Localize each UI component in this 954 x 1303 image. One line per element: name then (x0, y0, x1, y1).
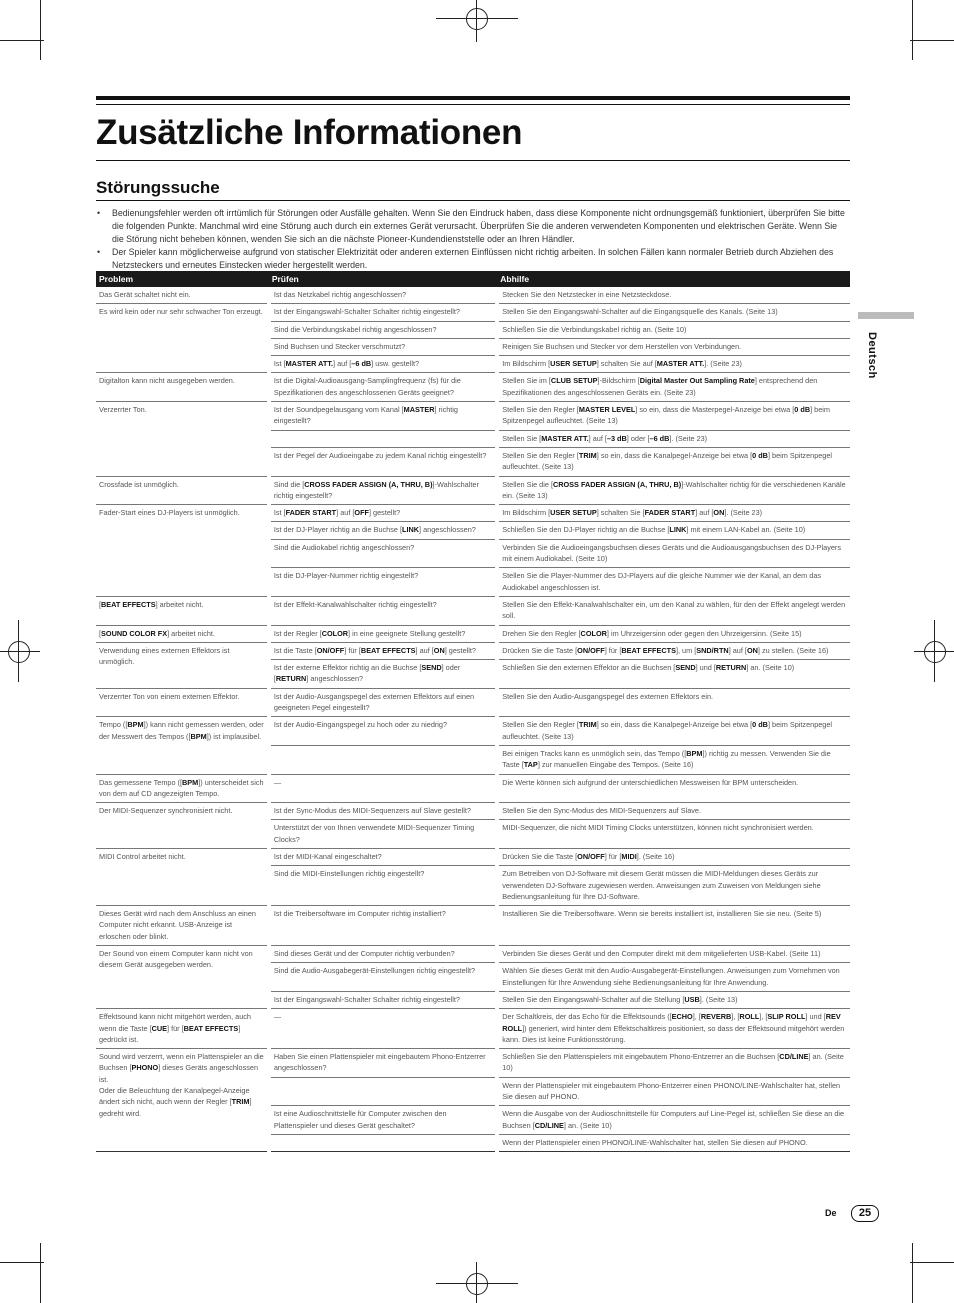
check-cell: Ist die DJ-Player-Nummer richtig eingestellt? (269, 568, 497, 597)
check-cell: Ist der Eingangswahl-Schalter Schalter richtig eingestellt? (269, 991, 497, 1008)
registration-line (436, 1283, 518, 1284)
registration-line (436, 18, 518, 19)
remedy-cell: Stellen Sie die [CROSS FADER ASSIGN (A, THRU, B)]-Wahlschalter richtig für die verschiedenen Kanäle ein. (Seite 13) (497, 476, 850, 505)
troubleshooting-table (96, 271, 850, 1152)
intro-text: Bedienungsfehler werden oft irrtümlich für Störungen oder Ausfälle gehalten. Wenn Sie den Eindruck haben, dass diese Komponente nicht ordnungsgemäß funktioniert, überprüfen Sie bitte die folgenden Punkte. Manchmal wird eine Störung auch durch ein externes Gerät verursacht. Überprüfen Sie die anderen verwendeten Komponenten und elektrischen Geräte. Wenn Sie die Störung nicht beheben können, wenden Sie sich an die nächste Pioneer-Kundendienststelle oder an Ihren Händler. (112, 208, 845, 244)
problem-cell: Das Gerät schaltet nicht ein. (96, 287, 269, 304)
check-cell: Ist der Effekt-Kanalwahlschalter richtig eingestellt? (269, 596, 497, 625)
check-cell: Ist der Audio-Ausgangspegel des externen Effektors auf einen geeigneten Pegel eingestellt? (269, 688, 497, 717)
table-row (96, 1009, 850, 1049)
remedy-cell: Drücken Sie die Taste [ON/OFF] für [BEAT EFFECTS], um [SND/RTN] auf [ON] zu stellen. (Seite 16) (497, 642, 850, 659)
table-row (96, 1049, 850, 1078)
check-cell: Sind die [CROSS FADER ASSIGN (A, THRU, B)]-Wahlschalter richtig eingestellt? (269, 476, 497, 505)
side-tab-marker (858, 312, 914, 319)
table-header-row (96, 271, 850, 287)
registration-line (934, 620, 935, 682)
crop-mark (912, 1243, 913, 1303)
check-cell: Ist die Taste [ON/OFF] für [BEAT EFFECTS] auf [ON] gestellt? (269, 642, 497, 659)
remedy-cell: Stellen Sie den Audio-Ausgangspegel des externen Effektors ein. (497, 688, 850, 717)
check-cell: Ist der MIDI-Kanal eingeschaltet? (269, 848, 497, 865)
header-remedy: Abhilfe (497, 271, 850, 287)
remedy-cell: Wählen Sie dieses Gerät mit den Audio-Ausgabegerät-Einstellungen. Anweisungen zum Vornehmen von Einstellungen für Ihre Anwendung siehe Bedienungsanleitung für Ihre Anwendung. (497, 963, 850, 992)
table-row (96, 402, 850, 431)
problem-cell: Verwendung eines externen Effektors ist unmöglich. (96, 642, 269, 688)
check-cell: Ist [MASTER ATT.] auf [–6 dB] usw. gestellt? (269, 356, 497, 373)
remedy-cell: Schließen Sie den externen Effektor an die Buchsen [SEND] und [RETURN] an. (Seite 10) (497, 660, 850, 689)
check-cell: Sind die Audio-Ausgabegerät-Einstellungen richtig eingestellt? (269, 963, 497, 992)
registration-line (476, 0, 477, 42)
remedy-cell: Drehen Sie den Regler [COLOR] im Uhrzeigersinn oder gegen den Uhrzeigersinn. (Seite 15) (497, 625, 850, 642)
check-cell: Unterstützt der von Ihnen verwendete MIDI-Sequenzer Timing Clocks? (269, 820, 497, 849)
remedy-cell: Stellen Sie den Regler [TRIM] so ein, dass die Kanalpegel-Anzeige bei etwa [0 dB] beim Spitzenpegel aufleuchtet. (Seite 13) (497, 447, 850, 476)
remedy-cell: Wenn der Plattenspieler einen PHONO/LINE-Wahlschalter hat, stellen Sie diesen auf PHONO. (497, 1134, 850, 1151)
remedy-cell: MIDI-Sequenzer, die nicht MIDI Timing Clocks unterstützen, können nicht synchronisiert werden. (497, 820, 850, 849)
intro-list (96, 207, 848, 272)
remedy-cell: Im Bildschirm [USER SETUP] schalten Sie auf [MASTER ATT.]. (Seite 23) (497, 356, 850, 373)
problem-cell: Effektsound kann nicht mitgehört werden, auch wenn die Taste [CUE] für [BEAT EFFECTS] gedrückt ist. (96, 1009, 269, 1049)
remedy-cell: Stellen Sie den Eingangswahl-Schalter auf die Stellung [USB]. (Seite 13) (497, 991, 850, 1008)
crop-mark (0, 1262, 44, 1263)
check-cell: Sind die Audiokabel richtig angeschlossen? (269, 539, 497, 568)
registration-mark (8, 641, 30, 663)
section-rule (96, 200, 850, 201)
remedy-cell: Schließen Sie den Plattenspielers mit eingebautem Phono-Entzerrer an die Buchsen [CD/LINE] an. (Seite 10) (497, 1049, 850, 1078)
check-cell: Ist die Digital-Audioausgang-Samplingfrequenz (fs) für die Spezifikationen des angeschlossenen Geräts geeignet? (269, 373, 497, 402)
check-cell: Sind dieses Gerät und der Computer richtig verbunden? (269, 946, 497, 963)
table-row (96, 373, 850, 402)
intro-bullet (96, 246, 848, 272)
check-cell: Ist der Audio-Eingangspegel zu hoch oder zu niedrig? (269, 717, 497, 746)
remedy-cell: Stellen Sie den Eingangswahl-Schalter auf die Eingangsquelle des Kanals. (Seite 13) (497, 304, 850, 321)
table-row (96, 688, 850, 717)
table-row (96, 304, 850, 321)
table-row (96, 946, 850, 963)
table-row (96, 476, 850, 505)
footer-language: De (825, 1208, 837, 1218)
remedy-cell: Drücken Sie die Taste [ON/OFF] für [MIDI]. (Seite 16) (497, 848, 850, 865)
remedy-cell: Installieren Sie die Treibersoftware. Wenn sie bereits installiert ist, installieren Sie sie neu. (Seite 5) (497, 906, 850, 946)
remedy-cell: Stellen Sie den Regler [TRIM] so ein, dass die Kanalpegel-Anzeige bei etwa [0 dB] beim Spitzenpegel aufleuchtet. (Seite 13) (497, 717, 850, 746)
problem-cell: Es wird kein oder nur sehr schwacher Ton erzeugt. (96, 304, 269, 373)
crop-mark (910, 1262, 954, 1263)
problem-cell: Verzerrter Ton von einem externen Effektor. (96, 688, 269, 717)
check-cell: Ist die Treibersoftware im Computer richtig installiert? (269, 906, 497, 946)
problem-cell: Crossfade ist unmöglich. (96, 476, 269, 505)
check-cell: Ist der externe Effektor richtig an die Buchse [SEND] oder [RETURN] angeschlossen? (269, 660, 497, 689)
table-row (96, 505, 850, 522)
check-cell: Ist der Sync-Modus des MIDI-Sequenzers auf Slave gestellt? (269, 803, 497, 820)
section-title: Störungssuche (96, 178, 220, 197)
check-cell (269, 1077, 497, 1106)
problem-cell: Digitalton kann nicht ausgegeben werden. (96, 373, 269, 402)
registration-line (18, 620, 19, 682)
crop-mark (910, 40, 954, 41)
problem-cell: [SOUND COLOR FX] arbeitet nicht. (96, 625, 269, 642)
page-title: Zusätzliche Informationen (96, 113, 523, 152)
remedy-cell: Stellen Sie den Sync-Modus des MIDI-Sequenzers auf Slave. (497, 803, 850, 820)
crop-mark (40, 1243, 41, 1303)
remedy-cell: Schließen Sie die Verbindungskabel richtig an. (Seite 10) (497, 321, 850, 338)
registration-mark (924, 641, 946, 663)
remedy-cell: Stecken Sie den Netzstecker in eine Netzsteckdose. (497, 287, 850, 304)
table-row (96, 717, 850, 746)
check-cell (269, 1134, 497, 1151)
check-cell: Ist der Regler [COLOR] in eine geeignete Stellung gestellt? (269, 625, 497, 642)
remedy-cell: Verbinden Sie die Audioeingangsbuchsen dieses Geräts und die Audioausgangsbuchsen des DJ-Players mit einem Audiokabel. (Seite 10) (497, 539, 850, 568)
problem-cell: Sound wird verzerrt, wenn ein Plattenspieler an die Buchsen [PHONO] dieses Geräts angeschlossen ist. Oder die Beleuchtung der Kanalpegel-Anzeige ändert sich nicht, auch wenn der Regler [TRIM] gedreht wird. (96, 1049, 269, 1152)
remedy-cell: Stellen Sie [MASTER ATT.] auf [–3 dB] oder [–6 dB]. (Seite 23) (497, 430, 850, 447)
header-problem: Problem (96, 271, 269, 287)
remedy-cell: Verbinden Sie dieses Gerät und den Computer direkt mit dem mitgelieferten USB-Kabel. (Seite 11) (497, 946, 850, 963)
problem-cell: Verzerrter Ton. (96, 402, 269, 476)
remedy-cell: Die Werte können sich aufgrund der unterschiedlichen Messweisen für BPM unterscheiden. (497, 774, 850, 803)
check-cell: Sind Buchsen und Stecker verschmutzt? (269, 338, 497, 355)
problem-cell: Fader-Start eines DJ-Players ist unmöglich. (96, 505, 269, 597)
check-cell: Ist der Pegel der Audioeingabe zu jedem Kanal richtig eingestellt? (269, 447, 497, 476)
table-row (96, 803, 850, 820)
table-row (96, 906, 850, 946)
intro-text: Der Spieler kann möglicherweise aufgrund von statischer Elektrizität oder anderen externen Einflüssen nicht richtig arbeiten. In solchen Fällen kann normaler Betrieb durch Abziehen des Netzsteckers und erneutes Einstecken wieder hergestellt werden. (112, 247, 834, 270)
table-row (96, 642, 850, 659)
crop-mark (912, 0, 913, 60)
remedy-cell: Schließen Sie den DJ-Player richtig an die Buchse [LINK] mit einem LAN-Kabel an. (Seite 10) (497, 522, 850, 539)
table-row (96, 774, 850, 803)
check-cell: Ist [FADER START] auf [OFF] gestellt? (269, 505, 497, 522)
check-cell: Ist der Eingangswahl-Schalter Schalter richtig eingestellt? (269, 304, 497, 321)
registration-line (0, 651, 40, 652)
remedy-cell: Reinigen Sie Buchsen und Stecker vor dem Herstellen von Verbindungen. (497, 338, 850, 355)
problem-cell: Der Sound von einem Computer kann nicht von diesem Gerät ausgegeben werden. (96, 946, 269, 1009)
bullet-icon: • (97, 247, 101, 257)
intro-bullet (96, 207, 848, 246)
bullet-icon: • (97, 208, 101, 218)
check-cell: — (269, 774, 497, 803)
remedy-cell: Stellen Sie die Player-Nummer des DJ-Players auf die gleiche Nummer wie der Kanal, an dem das Audiokabel angeschlossen ist. (497, 568, 850, 597)
registration-mark (466, 8, 488, 30)
registration-mark (466, 1273, 488, 1295)
table-row (96, 596, 850, 625)
problem-cell: MIDI Control arbeitet nicht. (96, 848, 269, 905)
problem-cell: [BEAT EFFECTS] arbeitet nicht. (96, 596, 269, 625)
title-rule (96, 160, 850, 161)
remedy-cell: Stellen Sie den Effekt-Kanalwahlschalter ein, um den Kanal zu wählen, für den der Effekt angelegt werden soll. (497, 596, 850, 625)
remedy-cell: Wenn der Plattenspieler mit eingebautem Phono-Entzerrer einen PHONO/LINE-Wahlschalter hat, stellen Sie diesen auf PHONO. (497, 1077, 850, 1106)
side-language-label: Deutsch (866, 332, 878, 379)
check-cell: Sind die MIDI-Einstellungen richtig eingestellt? (269, 866, 497, 906)
remedy-cell: Stellen Sie im [CLUB SETUP]-Bildschirm [Digital Master Out Sampling Rate] entsprechend den Spezifikationen des angeschlossenen Geräts ein. (Seite 23) (497, 373, 850, 402)
table-row (96, 625, 850, 642)
check-cell (269, 430, 497, 447)
crop-mark (40, 0, 41, 60)
table-row (96, 848, 850, 865)
remedy-cell: Zum Betreiben von DJ-Software mit diesem Gerät müssen die MIDI-Meldungen dieses Geräts zur verwendeten DJ-Software zugewiesen werden. Anweisungen zum Zuweisen von Meldungen siehe Bedienungsanleitung für Ihre DJ-Software. (497, 866, 850, 906)
problem-cell: Das gemessene Tempo ([BPM]) unterscheidet sich von dem auf CD angezeigten Tempo. (96, 774, 269, 803)
check-cell: Haben Sie einen Plattenspieler mit eingebautem Phono-Entzerrer angeschlossen? (269, 1049, 497, 1078)
remedy-cell: Im Bildschirm [USER SETUP] schalten Sie [FADER START] auf [ON]. (Seite 23) (497, 505, 850, 522)
remedy-cell: Der Schaltkreis, der das Echo für die Effektsounds ([ECHO], [REVERB], [ROLL], [SLIP ROLL] und [REV ROLL]) generiert, wird hinter dem Effektschaltkreis positioniert, so dass der Effektsound mitgehört werden kann. Dies ist keine Funktionsstörung. (497, 1009, 850, 1049)
remedy-cell: Bei einigen Tracks kann es unmöglich sein, das Tempo ([BPM]) richtig zu messen. Verwenden Sie die Taste [TAP] zur manuellen Eingabe des Tempos. (Seite 16) (497, 745, 850, 774)
problem-cell: Dieses Gerät wird nach dem Anschluss an einen Computer nicht erkannt. USB-Anzeige ist erloschen oder blinkt. (96, 906, 269, 946)
registration-line (476, 1262, 477, 1303)
check-cell (269, 745, 497, 774)
check-cell: Ist das Netzkabel richtig angeschlossen? (269, 287, 497, 304)
header-check: Prüfen (269, 271, 497, 287)
problem-cell: Tempo ([BPM]) kann nicht gemessen werden, oder der Messwert des Tempos ([BPM]) ist implausibel. (96, 717, 269, 774)
problem-cell: Der MIDI-Sequenzer synchronisiert nicht. (96, 803, 269, 849)
crop-mark (0, 40, 44, 41)
table-body (96, 287, 850, 1152)
check-cell: Sind die Verbindungskabel richtig angeschlossen? (269, 321, 497, 338)
table-row (96, 287, 850, 304)
check-cell: Ist der DJ-Player richtig an die Buchse [LINK] angeschlossen? (269, 522, 497, 539)
check-cell: Ist der Soundpegelausgang vom Kanal [MASTER] richtig eingestellt? (269, 402, 497, 431)
remedy-cell: Stellen Sie den Regler [MASTER LEVEL] so ein, dass die Masterpegel-Anzeige bei etwa [0 dB] beim Spitzenpegel aufleuchtet. (Seite 13) (497, 402, 850, 431)
check-cell: — (269, 1009, 497, 1049)
remedy-cell: Wenn die Ausgabe von der Audioschnittstelle für Computers auf Line-Pegel ist, schließen Sie diese an die Buchsen [CD/LINE] an. (Seite 10) (497, 1106, 850, 1135)
title-rule (96, 96, 850, 100)
title-rule (96, 104, 850, 105)
page-number: 25 (851, 1205, 879, 1222)
check-cell: Ist eine Audioschnittstelle für Computer zwischen den Plattenspieler und dieses Gerät geschaltet? (269, 1106, 497, 1135)
